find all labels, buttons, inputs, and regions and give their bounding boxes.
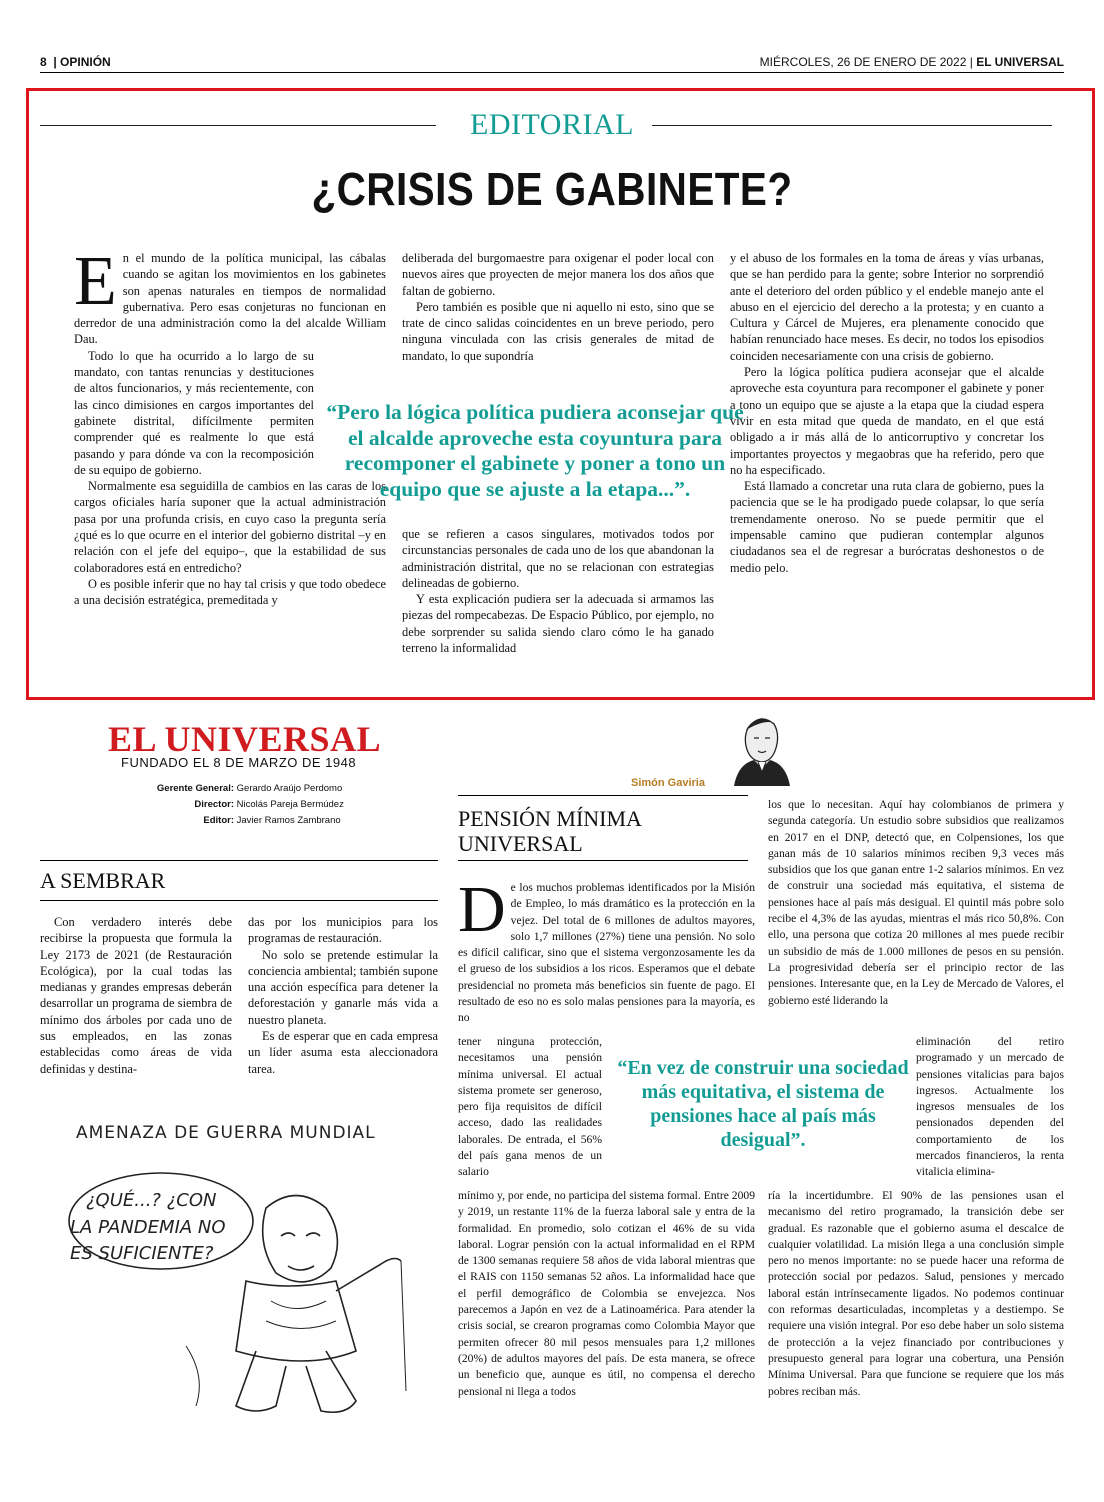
column-text-1-top <box>458 873 755 1027</box>
column-author: Simón Gaviria <box>631 777 705 789</box>
editorial-column-2-top <box>402 250 714 364</box>
column-paragraph: eliminación del retiro programado y un mercado de pensiones vitalicias para bajos ingresos. Actualmente los ingresos mensuales de los pensionados dependen del comportamiento de los mercados financieros, la renta vitalicia elimina- <box>916 1035 1064 1179</box>
sembrar-paragraph: Con verdadero interés debe recibirse la propuesta que formula la Ley 2173 de 2021 (de Restauración Ecológica), por la cual todas las medianas y grandes empresas deberán desarrollar un programa de siembra de mínimo dos árboles por cada uno de sus empleados, en las zonas establecidas como áreas de vida definidas y destina- <box>40 915 232 1076</box>
header-rule <box>40 72 1064 73</box>
editorial-paragraph: deliberada del burgomaestre para oxigenar el poder local con nuevos aires que proyecten de mejor manera los dos años que faltan de gobierno. <box>402 251 714 298</box>
column-title-rule <box>458 860 748 861</box>
editorial-pull-quote: “Pero la lógica política pudiera aconsejar que el alcalde aproveche esta coyuntura para recomponer el gabinete y poner a tono un equipo que se ajuste a la etapa...”. <box>326 400 744 501</box>
staff-line: Gerente General: Gerardo Araújo Perdomo <box>156 783 343 794</box>
editorial-paragraph: Pero la lógica política pudiera aconsejar que el alcalde aproveche esta coyuntura para recomponer el gabinete y poner a tono un equipo que se ajuste a la etapa que la ciudad espera vivir en esta mitad que queda de mandato, en el que está obligado a ir más allá de lo anticorruptivo y concretar los importantes proyectos y megaobras que ha referido, pero que no ha especificado. <box>730 365 1044 477</box>
column-text-1-bottom <box>458 1188 755 1400</box>
masthead-staff <box>100 781 400 829</box>
sembrar-column-1 <box>40 914 232 1077</box>
staff-line: Director: Nicolás Pareja Bermúdez <box>194 799 344 810</box>
editorial-paragraph: que se refieren a casos singulares, motivados todos por circunstancias personales de cada uno de los que abandonan la administración distrital, que no se relacionan con estrategias delineadas de gobierno. <box>402 527 714 590</box>
column-paragraph: De los muchos problemas identificados por la Misión de Empleo, lo más dramático es la protección en la vejez. Del total de 6 millones de adultos mayores, solo 1,7 millones (27%) tiene una pensión. No solo es difícil calificar, sino que el sistema vergonzosamente les da el grueso de los subsidios a los ricos. Esperamos que el debate presidencial no prometa más beneficios sin fuente de pago. El resultado de eso no es solo malas pensiones para la mayoría, es no <box>458 873 755 1025</box>
editorial-label: EDITORIAL <box>470 108 634 141</box>
sembrar-top-rule <box>40 860 438 861</box>
cartoon-caption: AMENAZA DE GUERRA MUNDIAL <box>76 1123 376 1143</box>
page-section: 8 | OPINIÓN <box>40 55 111 69</box>
column-text-2-bottom <box>768 1188 1064 1400</box>
column-text-2-top <box>768 797 1064 1009</box>
editorial-paragraph: Y esta explicación pudiera ser la adecuada si armamos las piezas del rompecabezas. De Espacio Público, por ejemplo, no debe sorprender su salida siendo claro cómo le ha ganado terreno la informalidad <box>402 592 714 656</box>
sembrar-paragraph: No solo se pretende estimular la conciencia ambiental; también supone una acción específica para detener la deforestación y ganarle más vida a nuestro planeta. <box>248 947 438 1027</box>
editorial-paragraph: Pero también es posible que ni aquello ni esto, sino que se trate de cinco salidas coincidentes en un breve periodo, pero ninguna vinculada con las crisis generales de mitad de mandato, lo que supondría <box>402 299 714 363</box>
editorial-paragraph: y el abuso de los formales en la toma de áreas y vías urbanas, que se han perdido para la gente; sobre Interior no sorprendió ante el deterioro del orden público y el endeble manejo ante el abuso en el ejercicio del derecho a la protesta; y en cuanto a Cultura y Cárcel de Mujeres, era plenamente conocido que habían renunciado hace meses. Es decir, no todos los episodios coinciden necesariamente con una crisis de gobierno. <box>730 251 1044 363</box>
column-text-1-narrow <box>458 1034 602 1181</box>
column-pull-quote: “En vez de construir una sociedad más equitativa, el sistema de pensiones hace al país más desigual”. <box>617 1057 909 1151</box>
column-top-rule <box>458 795 748 796</box>
sembrar-paragraph: Es de esperar que en cada empresa un líder asuma esta aleccionadora tarea. <box>248 1029 438 1076</box>
editorial-paragraph: O es posible inferir que no hay tal crisis y que todo obedece a una decisión estratégica, premeditada y <box>74 576 386 608</box>
sembrar-title: A SEMBRAR <box>40 868 166 893</box>
column-paragraph: ría la incertidumbre. El 90% de las pensiones usan el mecanismo del retiro programado, la transición debe ser gradual. Es razonable que el gobierno asuma el descalce de cualquier volatilidad. La misión llega a una conclusión simple pero no menos importante: no se puede hacer una reforma de protección social por pedazos. Salud, pensiones y mercado laboral están intrínsecamente ligados. No podemos continuar con reformas desarticuladas, incompletas y a destiempo. Se requiere una visión integral. Por eso debe haber un solo sistema de protección a la vejez financiado por contribuciones y presupuesto general para lograr una cobertura, una Pensión Mínima Universal. Para que funcione se requiere que los más pobres reciban más. <box>768 1189 1064 1398</box>
staff-line: Editor: Javier Ramos Zambrano <box>203 815 341 826</box>
author-portrait <box>730 706 790 786</box>
column-title: PENSIÓN MÍNIMA UNIVERSAL <box>458 806 642 856</box>
sembrar-column-2 <box>248 914 438 1077</box>
editorial-cartoon <box>66 1116 426 1446</box>
page-header <box>40 53 1064 73</box>
column-paragraph: tener ninguna protección, necesitamos una pensión mínima universal. El actual sistema promete ser generoso, pero fija requisitos de difícil acceso, dado las realidades laborales. De entrada, el 56% del país gana menos de un salario <box>458 1035 602 1179</box>
editorial-title: ¿CRISIS DE GABINETE? <box>311 163 793 215</box>
bubble-line: ES SUFICIENTE? <box>70 1243 214 1264</box>
column-paragraph: los que lo necesitan. Aquí hay colombianos de primera y segunda categoría. Un estudio sobre subsidios que realizamos en 2017 en el DNP, detectó que, en Colpensiones, los que ganan más de 10 salarios mínimos reciben 9,3 veces más subsidios que los que ganan entre 1-2 salarios mínimos. En vez de construir una sociedad más equitativa, el sistema de pensiones hace al país más desigual. El quintil más pobre solo recibe el 4,3% de las ayudas, mientras el más rico 50,8%. Con ello, una persona que cotiza 20 millones al mes puede recibir un subsidio de más de 1.000 millones de pesos en su pensión. La progresividad debería ser el principio rector de las pensiones. Interesante que, en la Ley de Mercado de Valores, el gobierno esté liderando la <box>768 798 1064 1007</box>
editorial-paragraph: Está llamado a concretar una ruta clara de gobierno, pues la paciencia que se le ha prodigado puede colapsar, lo que sería tremendamente oneroso. No se puede permitir que el impensable camino que pudieran contemplar algunos ciudadanos sea el de regresar a burócratas deshonestos o de medio pelo. <box>730 479 1044 575</box>
editorial-paragraph: Todo lo que ha ocurrido a lo largo de su mandato, con tantas renuncias y destituciones de altos funcionarios, y más recientemente, con las cinco dimisiones en cargos importantes del gabinete distrital, difícilmente permiten comprender qué es realmente lo que está pasando y para dónde va con la recomposición de su equipo de gobierno. <box>74 348 314 477</box>
column-dropcap: D <box>458 873 506 946</box>
editorial-dropcap: E <box>74 243 117 320</box>
editorial-paragraph: En el mundo de la política municipal, las cábalas cuando se agitan los movimientos en los gabinetes son apenas naturales en tiempos de normalidad gubernativa. Pero esas conjeturas no funcionan en derredor de una administración como la del alcalde William Dau. <box>74 243 386 347</box>
editorial-column-3 <box>730 250 1044 576</box>
masthead-logo: EL UNIVERSAL <box>108 719 382 759</box>
editorial-column-2-bottom <box>402 526 714 656</box>
masthead-founded: FUNDADO EL 8 DE MARZO DE 1948 <box>121 755 357 770</box>
column-text-2-narrow <box>916 1034 1064 1181</box>
sembrar-paragraph: das por los municipios para los programas de restauración. <box>248 915 438 946</box>
page-date: MIÉRCOLES, 26 DE ENERO DE 2022 | EL UNIVERSAL <box>759 55 1064 69</box>
bubble-line: ¿QUÉ...? ¿CON <box>86 1190 217 1211</box>
bubble-line: LA PANDEMIA NO <box>70 1217 226 1238</box>
sembrar-bottom-rule <box>40 900 438 901</box>
editorial-paragraph: Normalmente esa seguidilla de cambios en las caras de los cargos oficiales haría suponer que la actual administración pasa por una profunda crisis, en cuyo caso la pregunta sería ¿qué es lo que ocurre en el interior del gobierno distrital –y en relación con el jefe del equipo–, que la estabilidad de sus colaboradores está en entredicho? <box>74 479 386 575</box>
column-paragraph: mínimo y, por ende, no participa del sistema formal. Entre 2009 y 2019, un restante 11% de la fuerza laboral sale y entra de la formalidad. En promedio, solo cotizan el 46% de su vida laboral. Lograr pensión con la actual informalidad en el RPM de 1300 semanas requiere 58 años de vida laboral mientras que el RAIS con 1150 semanas 52 años. La informalidad hace que el perfil demográfico de Colombia se envejezca. Nos parecemos a Japón en vez de a Latinoamérica. Para atender la crisis social, se crearon programas como Colombia Mayor que permiten ofrecer 80 mil pesos mensuales para 1,2 millones (20%) de adultos mayores del país. De esta manera, se ofrece un beneficio que, aunque es útil, no compensa el derecho pensional ni llega a todos <box>458 1189 755 1398</box>
